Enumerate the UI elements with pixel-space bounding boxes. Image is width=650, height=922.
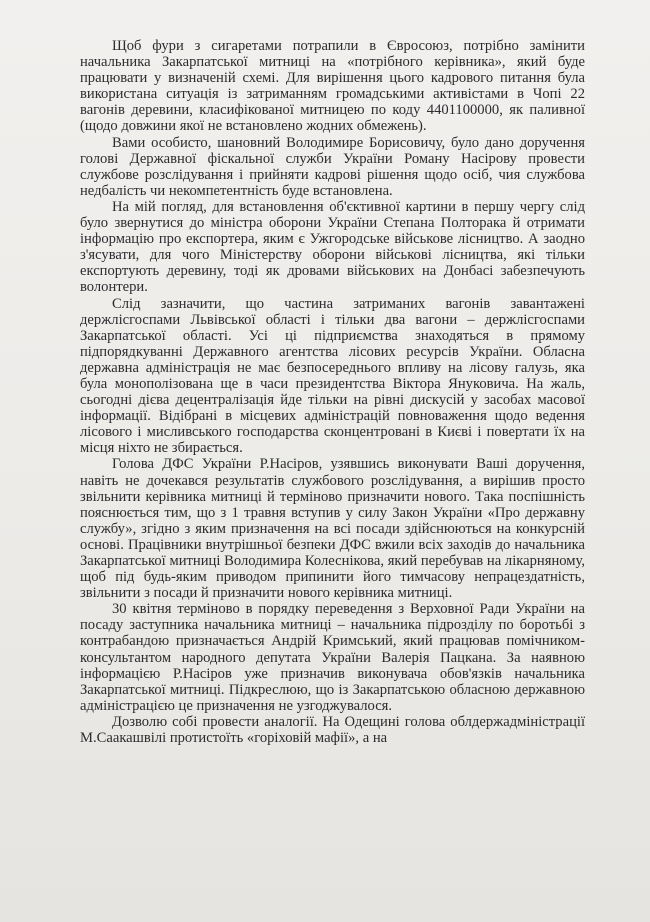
paragraph-7: Дозволю собі провести аналогії. На Одещині голова облдержадміністрації М.Саакашвілі протистоїть «горіховій мафії», а на [80,713,585,747]
letter-body [80,38,585,746]
paragraph-5: Голова ДФС України Р.Насіров, узявшись виконувати Ваші доручення, навіть не дочекався результатів службового розслідування, а вирішив просто звільнити керівника митниці й терміново призначити нового. Така поспішність пояснюється тим, що з 1 травня вступив у силу Закон України «Про державну службу», згідно з яким призначення на всі посади здійснюються на конкурсній основі. Працівники внутрішньої безпеки ДФС вжили всіх заходів до начальника Закарпатської митниці Володимира Колеснікова, який перебував на лікарняному, щоб під будь-яким приводом припинити його тимчасову непрацездатність, звільнити з посади й призначити нового керівника митниці. [80,456,585,602]
paragraph-1: Щоб фури з сигаретами потрапили в Євросоюз, потрібно замінити начальника Закарпатської митниці на «потрібного керівника», який буде працювати у визначеній схемі. Для вирішення цього кадрового питання була використана ситуація із затриманням громадськими активістами в Чопі 22 вагонів деревини, класифікованої митницею по коду 4401100000, як паливної (щодо довжини якої не встановлено жодних обмежень). [80,38,585,135]
paragraph-2: Вами особисто, шановний Володимире Борисовичу, було дано доручення голові Державної фіскальної служби України Роману Насірову провести службове розслідування і прийняти кадрові рішення щодо осіб, чия службова недбалість чи некомпетентність буде встановлена. [80,134,585,199]
paragraph-4: Слід зазначити, що частина затриманих вагонів завантажені держлісгоспами Львівської області і тільки два вагони – держлісгоспами Закарпатської області. Усі ці підприємства знаходяться в прямому підпорядкуванні Державного агентства лісових ресурсів України. Обласна державна адміністрація не має безпосереднього впливу на лісову галузь, яка була монополізована ще в часи президентства Віктора Януковича. На жаль, сьогодні дієва децентралізація йде тільки на рівні дискусій у засобах масової інформації. Відібрані в місцевих адміністрацій повноваження щодо ведення лісового і мисливського господарства сконцентровані в Києві і повертати їх на місця ніхто не збирається. [80,295,585,457]
paragraph-6: 30 квітня терміново в порядку переведення з Верховної Ради України на посаду заступника начальника митниці – начальника підрозділу по боротьбі з контрабандою призначається Андрій Кримський, який працював помічником-консультантом народного депутата України Валерія Пацкана. За наявною інформацією Р.Насіров уже призначив виконувача обов'язків начальника Закарпатської митниці. Підкреслюю, що із Закарпатською обласною державною адміністрацією це призначення не узгоджувалося. [80,601,585,714]
paragraph-3: На мій погляд, для встановлення об'єктивної картини в першу чергу слід було звернутися до міністра оборони України Степана Полторака й отримати інформацію про експортера, яким є Ужгородське військове лісництво. А заодно з'ясувати, для чого Міністерству оборони військові лісництва, які тільки експортують деревину, тоді як дровами військових на Донбасі забезпечують волонтери. [80,198,585,296]
